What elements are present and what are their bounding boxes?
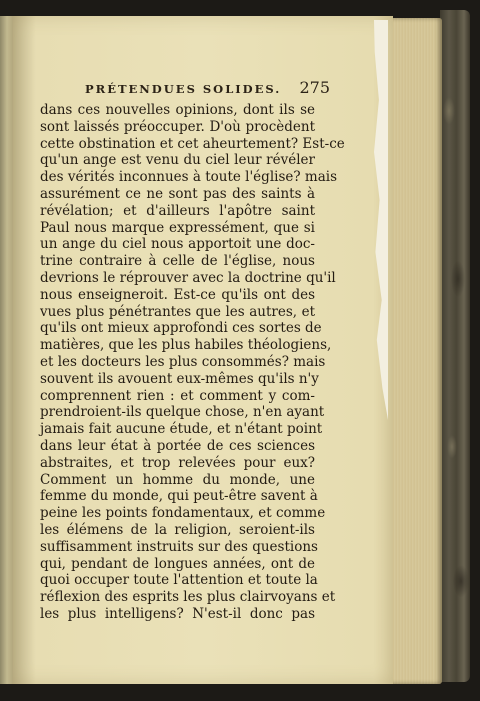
running-title: PRÉTENDUES SOLIDES. [85, 82, 282, 96]
text-line: vues plus pénétrantes que les autres, et [40, 303, 315, 320]
text-line: jamais fait aucune étude, et n'étant point [40, 421, 323, 438]
text-line: femme du monde, qui peut-être savent à [40, 488, 318, 505]
page-edges [390, 18, 442, 684]
text-line: peine les points fondamentaux, et comme [40, 505, 326, 522]
text-line: réflexion des esprits les plus clairvoyans et [40, 589, 336, 606]
text-line: qui, pendant de longues années, ont de [40, 555, 315, 572]
text-line: qu'ils ont mieux approfondi ces sortes de [40, 320, 322, 337]
text-line: sont laissés préoccuper. D'où procèdent [40, 118, 315, 135]
marble-pattern [440, 10, 470, 682]
text-line: des vérités inconnues à toute l'église? mais [40, 169, 337, 186]
text-line: un ange du ciel nous apportoit une doc- [40, 236, 315, 253]
text-line: quoi occuper toute l'attention et toute la [40, 572, 318, 589]
text-line: dans ces nouvelles opinions, dont ils se [40, 102, 315, 118]
page-header [85, 78, 330, 100]
text-line: qu'un ange est venu du ciel leur révéler [40, 152, 315, 169]
text-line: abstraites, et trop relevées pour eux? [40, 454, 315, 471]
text-line: souvent ils avouent eux-mêmes qu'ils n'y [40, 370, 319, 387]
text-line: Paul nous marque expressément, que si [40, 219, 315, 236]
text-line: révélation; et d'ailleurs l'apôtre saint [40, 202, 315, 219]
text-line: et les docteurs les plus consommés? mais [40, 353, 326, 370]
page-body-text [40, 102, 345, 623]
text-line: assurément ce ne sont pas des saints à [40, 185, 315, 202]
text-line: Comment un homme du monde, une [40, 471, 315, 488]
marbled-cover-board [440, 10, 470, 682]
facing-page-edge [0, 16, 14, 684]
text-line: les élémens de la religion, seroient-ils [40, 521, 315, 538]
text-line: matières, que les plus habiles théologiens, [40, 337, 332, 354]
text-line: suffisamment instruits sur des questions [40, 538, 318, 555]
text-line: les plus intelligens? N'est-il donc pas [40, 605, 315, 622]
text-line: devrions le réprouver avec la doctrine qu'il [40, 269, 336, 286]
text-line: dans leur état à portée de ces sciences [40, 437, 315, 454]
page-number: 275 [299, 78, 330, 97]
text-line: prendroient-ils quelque chose, n'en ayant [40, 404, 325, 421]
text-line: trine contraire à celle de l'église, nous [40, 253, 315, 270]
text-line: cette obstination et cet aheurtement? Est-ce [40, 135, 345, 152]
text-line: nous enseigneroit. Est-ce qu'ils ont des [40, 286, 315, 303]
text-line: comprennent rien : et comment y com- [40, 387, 315, 404]
